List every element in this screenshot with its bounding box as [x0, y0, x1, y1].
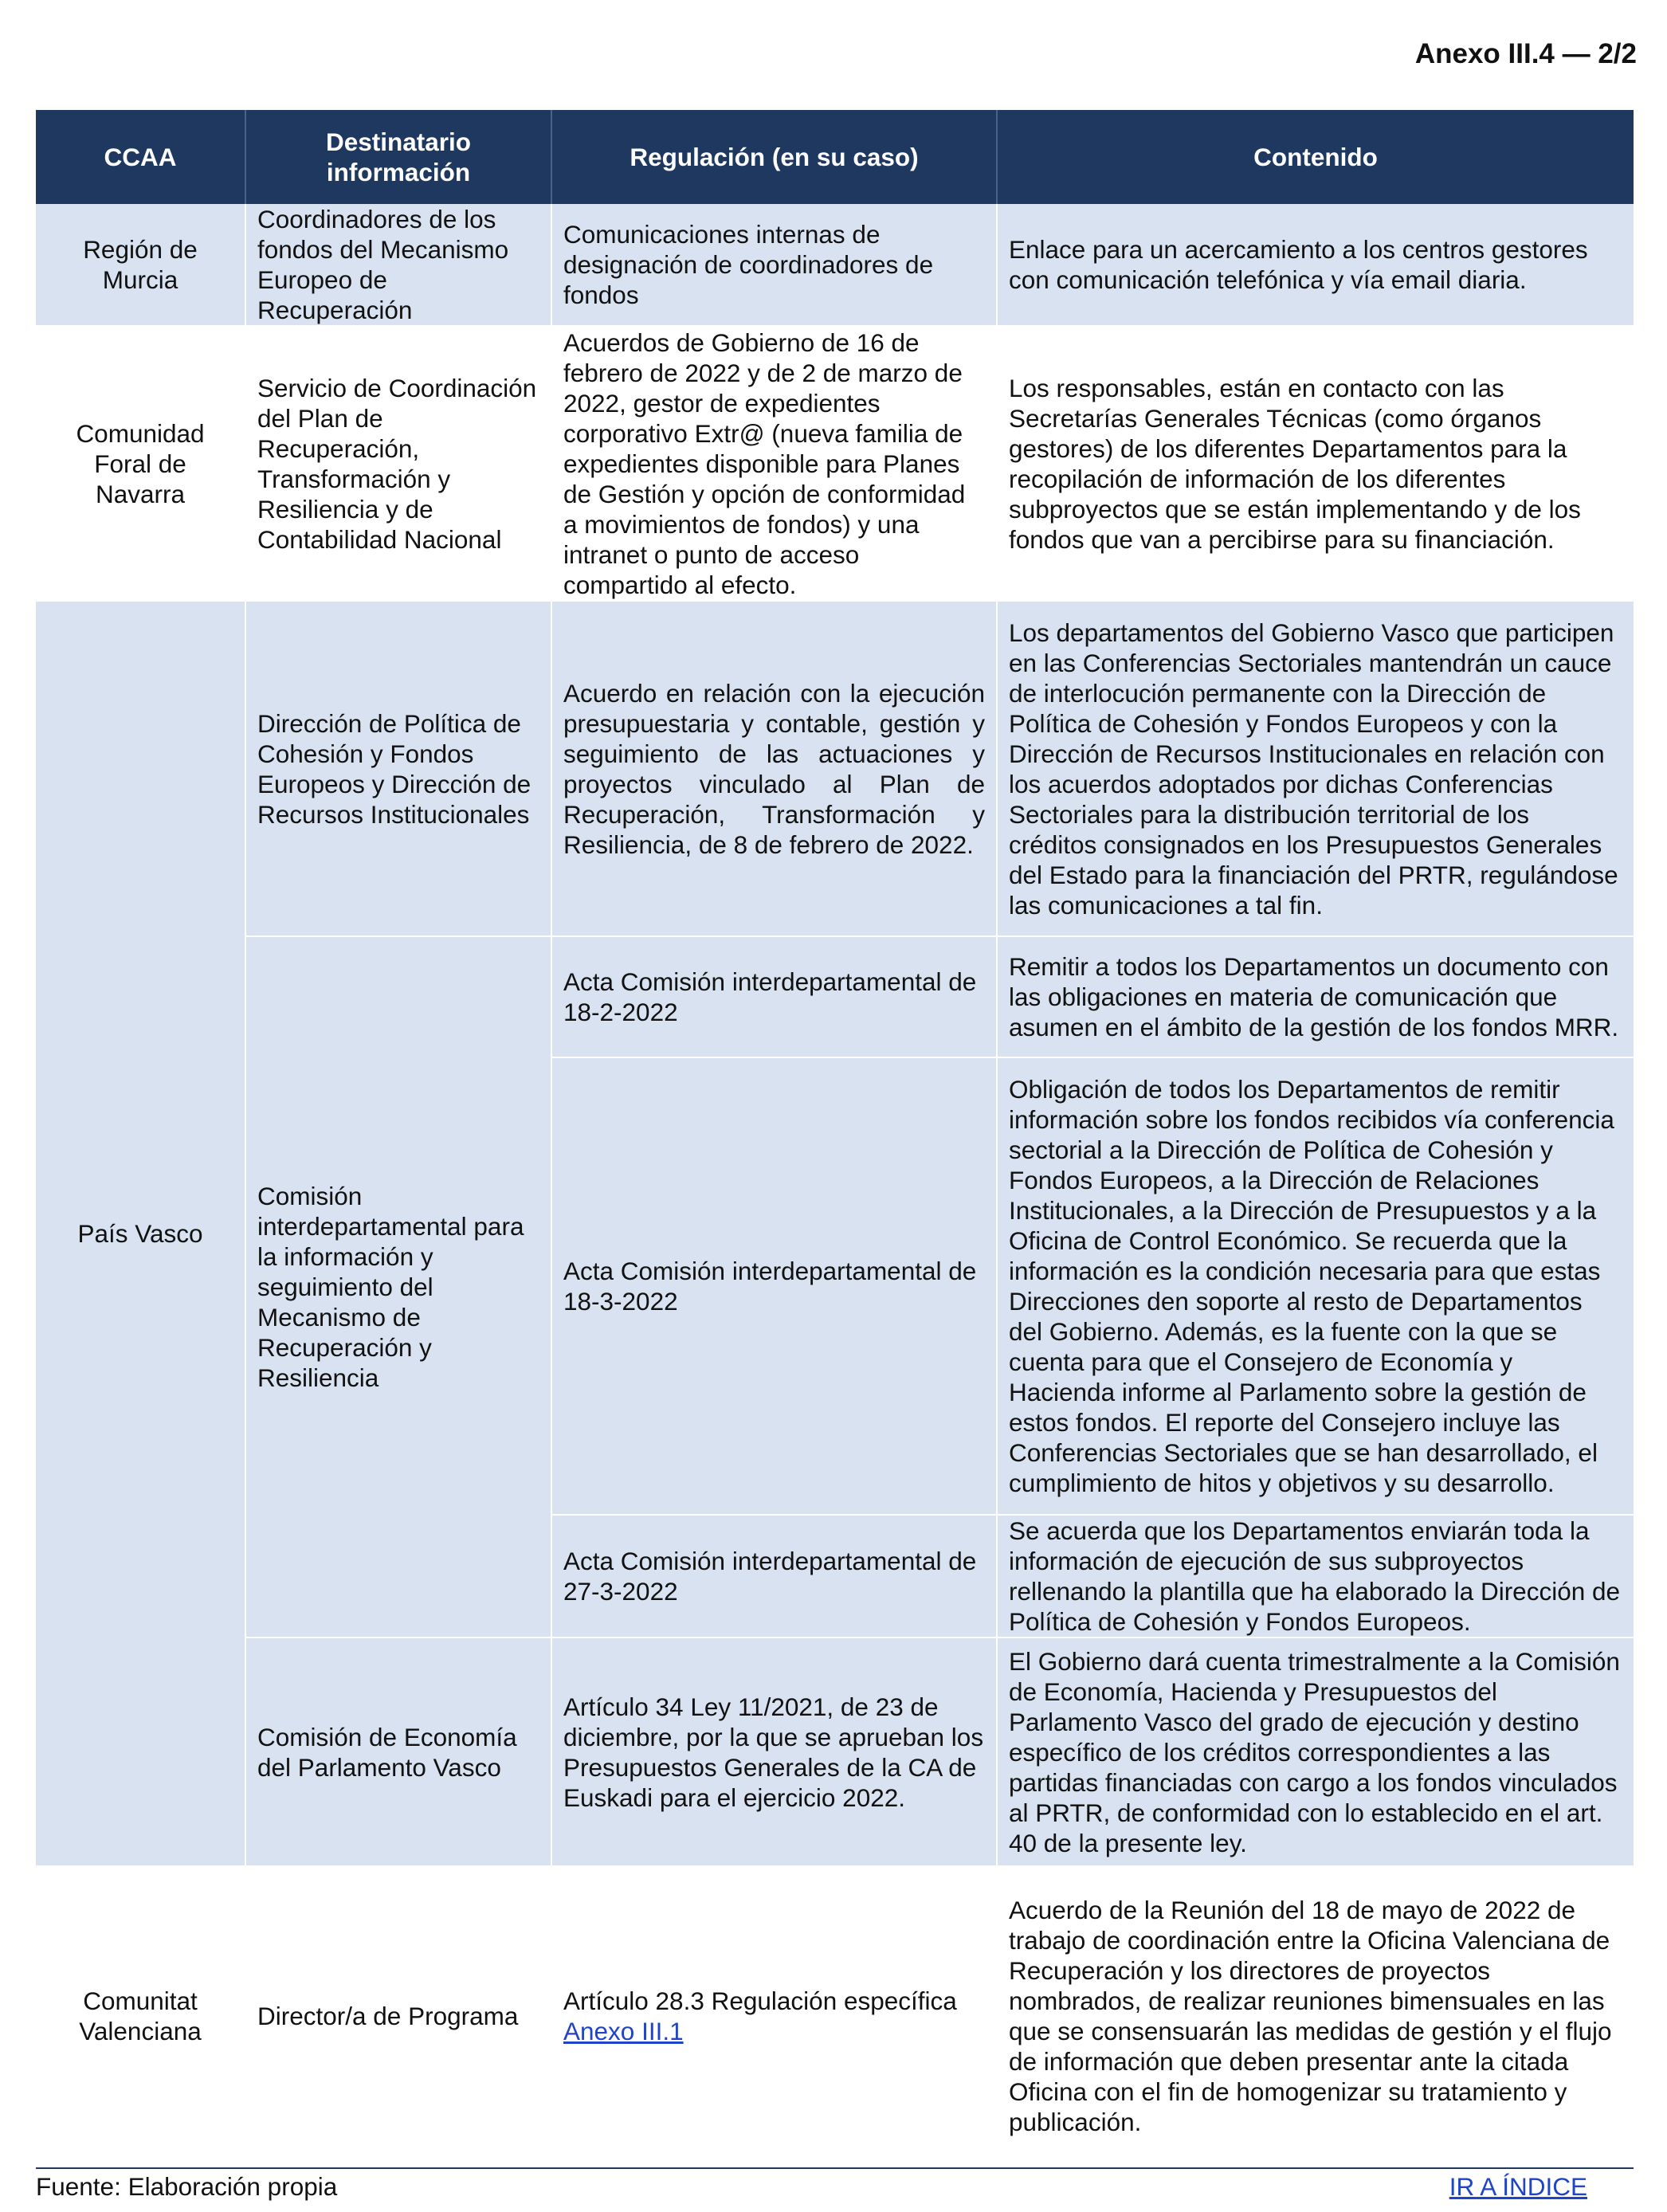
ccaa-cell: Comunidad Foral de Navarra	[36, 326, 245, 601]
table-header-row	[36, 110, 1634, 204]
regulacion-cell: Comunicaciones internas de designación de coordinadores de fondos	[551, 204, 997, 326]
destinatario-cell: Dirección de Política de Cohesión y Fondos Europeos y Dirección de Recursos Institucionales	[245, 601, 551, 936]
destinatario-cell: Coordinadores de los fondos del Mecanismo Europeo de Recuperación	[245, 204, 551, 326]
table-row-pais-vasco-1	[36, 601, 1634, 936]
ccaa-cell: Comunitat Valenciana	[36, 1866, 245, 2165]
destinatario-cell: Comisión de Economía del Parlamento Vasco	[245, 1637, 551, 1866]
contenido-cell: Se acuerda que los Departamentos enviarán toda la información de ejecución de sus subproyectos rellenando la plantilla que ha elaborado la Dirección de Política de Cohesión y Fondos Europeos.	[997, 1515, 1634, 1637]
regulacion-cell: Acta Comisión interdepartamental de 18-2-2022	[551, 936, 997, 1057]
ccaa-cell: Región de Murcia	[36, 204, 245, 326]
table-row-murcia	[36, 204, 1634, 326]
regulacion-cell	[551, 1866, 997, 2165]
index-link[interactable]: IR A ÍNDICE	[1449, 2172, 1587, 2201]
information-table	[36, 110, 1634, 2166]
annex-label: Anexo III.4 — 2/2	[1414, 38, 1637, 69]
table-row-pais-vasco-5	[36, 1637, 1634, 1866]
source-note: Fuente: Elaboración propia	[36, 2172, 338, 2201]
header-destinatario: Destinatario información	[245, 110, 551, 204]
destinatario-cell: Servicio de Coordinación del Plan de Recuperación, Transformación y Resiliencia y de Contabilidad Nacional	[245, 326, 551, 601]
ccaa-cell: País Vasco	[36, 601, 245, 1866]
footer-divider	[36, 2167, 1634, 2169]
contenido-cell: Los responsables, están en contacto con las Secretarías Generales Técnicas (como órganos gestores) de los diferentes Departamentos para la recopilación de información de los diferentes subproyectos que se están implementando y de los fondos que van a percibirse para su financiación.	[997, 326, 1634, 601]
destinatario-cell: Comisión interdepartamental para la información y seguimiento del Mecanismo de Recuperación y Resiliencia	[245, 936, 551, 1637]
regulacion-text: Artículo 28.3 Regulación específica	[563, 1986, 957, 2015]
destinatario-cell: Director/a de Programa	[245, 1866, 551, 2165]
contenido-cell: Enlace para un acercamiento a los centros gestores con comunicación telefónica y vía email diaria.	[997, 204, 1634, 326]
contenido-cell: El Gobierno dará cuenta trimestralmente a la Comisión de Economía, Hacienda y Presupuestos del Parlamento Vasco del grado de ejecución y destino específico de los créditos correspondientes a las partidas financiadas con cargo a los fondos vinculados al PRTR, de conformidad con lo establecido en el art. 40 de la presente ley.	[997, 1637, 1634, 1866]
header-contenido: Contenido	[997, 110, 1634, 204]
contenido-cell: Obligación de todos los Departamentos de remitir información sobre los fondos recibidos vía conferencia sectorial a la Dirección de Política de Cohesión y Fondos Europeos, a la Dirección de Relaciones Institucionales, a la Dirección de Presupuestos y a la Oficina de Control Económico. Se recuerda que la información es la condición necesaria para que estas Direcciones den soporte al resto de Departamentos del Gobierno. Además, es la fuente con la que se cuenta para que el Consejero de Economía y Hacienda informe al Parlamento sobre la gestión de estos fondos. El reporte del Consejero incluye las Conferencias Sectoriales que se han desarrollado, el cumplimiento de hitos y objetivos y su desarrollo.	[997, 1057, 1634, 1515]
regulacion-cell: Acta Comisión interdepartamental de 27-3-2022	[551, 1515, 997, 1637]
header-ccaa: CCAA	[36, 110, 245, 204]
regulacion-cell: Acuerdos de Gobierno de 16 de febrero de 2022 y de 2 de marzo de 2022, gestor de expedientes corporativo Extr@ (nueva familia de expedientes disponible para Planes de Gestión y opción de conformidad a movimientos de fondos) y una intranet o punto de acceso compartido al efecto.	[551, 326, 997, 601]
anexo-link[interactable]: Anexo III.1	[563, 2016, 684, 2045]
table-row-valenciana	[36, 1866, 1634, 2165]
table-row-pais-vasco-2	[36, 936, 1634, 1057]
contenido-cell: Los departamentos del Gobierno Vasco que participen en las Conferencias Sectoriales mantendrán un cauce de interlocución permanente con la Dirección de Política de Cohesión y Fondos Europeos y con la Dirección de Recursos Institucionales en relación con los acuerdos adoptados por dichas Conferencias Sectoriales para la distribución territorial de los créditos consignados en los Presupuestos Generales del Estado para la financiación del PRTR, regulándose las comunicaciones a tal fin.	[997, 601, 1634, 936]
contenido-cell: Remitir a todos los Departamentos un documento con las obligaciones en materia de comunicación que asumen en el ámbito de la gestión de los fondos MRR.	[997, 936, 1634, 1057]
regulacion-cell: Acuerdo en relación con la ejecución presupuestaria y contable, gestión y seguimiento de las actuaciones y proyectos vinculado al Plan de Recuperación, Transformación y Resiliencia, de 8 de febrero de 2022.	[551, 601, 997, 936]
regulacion-cell: Artículo 34 Ley 11/2021, de 23 de diciembre, por la que se aprueban los Presupuestos Generales de la CA de Euskadi para el ejercicio 2022.	[551, 1637, 997, 1866]
regulacion-cell: Acta Comisión interdepartamental de 18-3-2022	[551, 1057, 997, 1515]
header-regulacion: Regulación (en su caso)	[551, 110, 997, 204]
table-row-navarra	[36, 326, 1634, 601]
contenido-cell: Acuerdo de la Reunión del 18 de mayo de 2022 de trabajo de coordinación entre la Oficina Valenciana de Recuperación y los directores de proyectos nombrados, de realizar reuniones bimensuales en las que se consensuarán las medidas de gestión y el flujo de información que deben presentar ante la citada Oficina con el fin de homogenizar su tratamiento y publicación.	[997, 1866, 1634, 2165]
